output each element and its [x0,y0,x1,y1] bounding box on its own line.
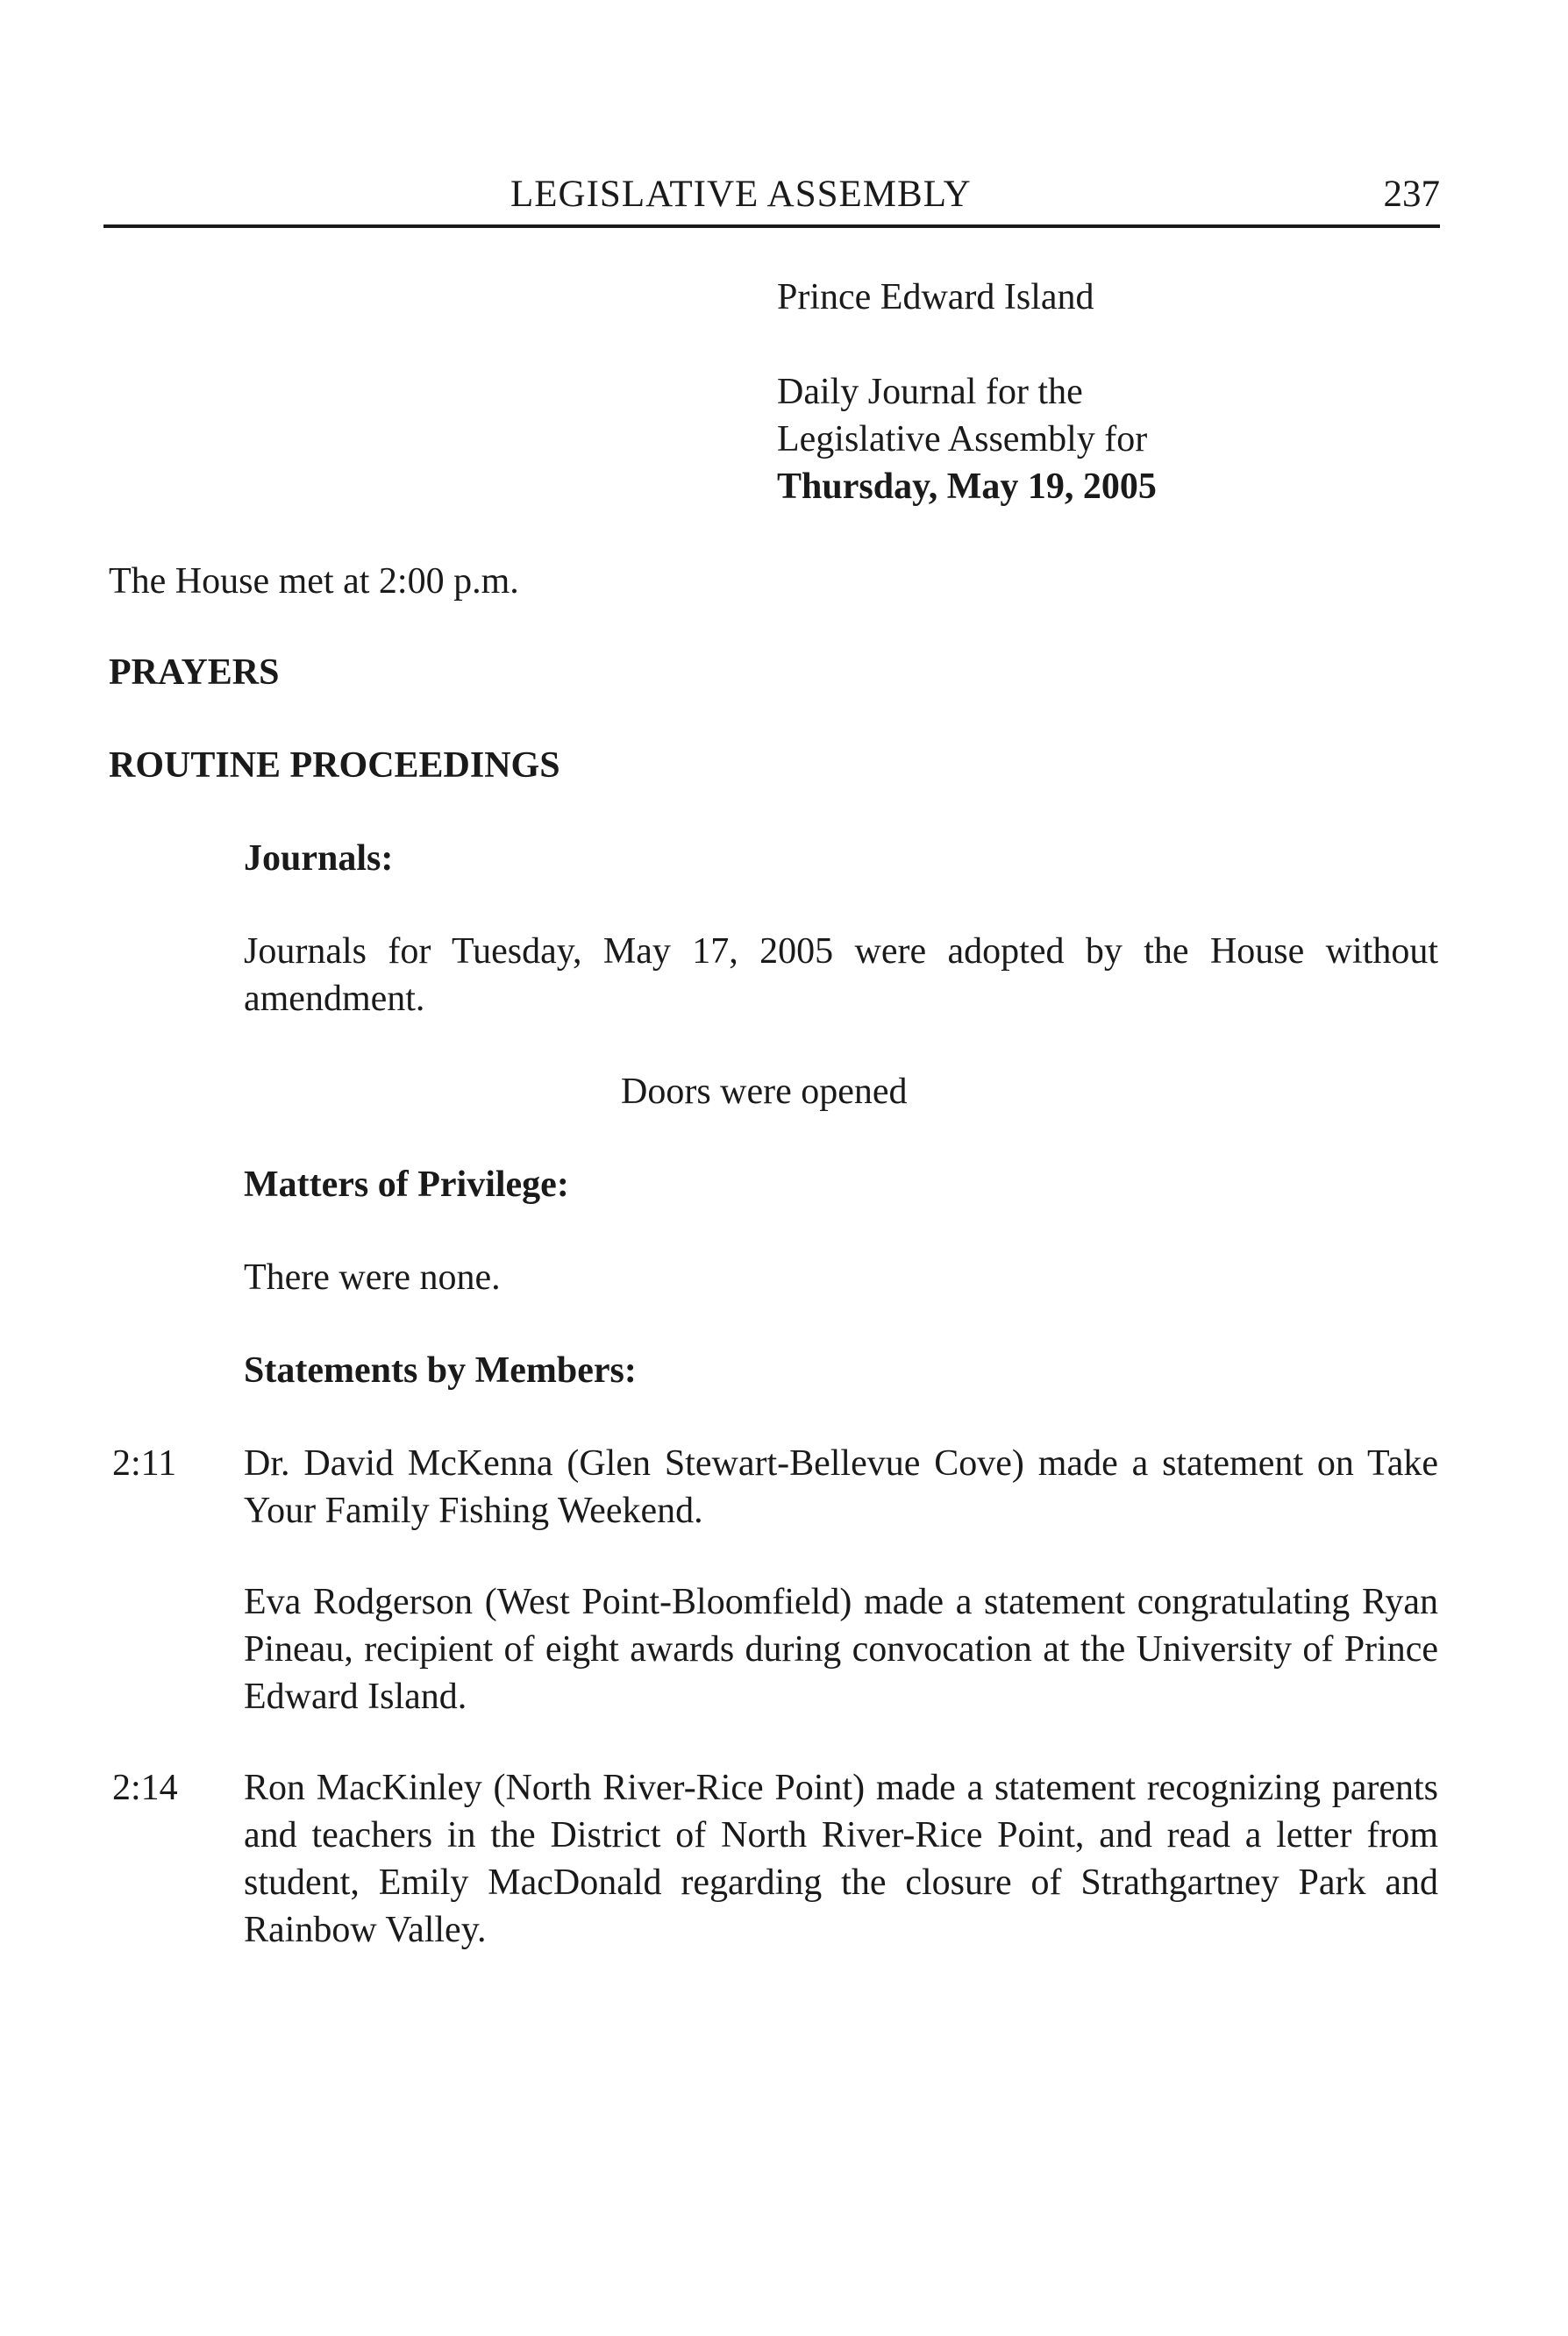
privilege-heading: Matters of Privilege: [244,1164,569,1205]
prayers-heading: PRAYERS [109,652,280,693]
page-number: 237 [1383,174,1440,215]
statement-text: Ron MacKinley (North River-Rice Point) made a statement recognizing parents and teachers in the District of North River-Rice Point, and read a letter from student, Emily MacDonald regarding the closure of Strathgartney Park and Rainbow Valley. [244,1768,1438,1950]
province-name: Prince Edward Island [777,277,1094,317]
statement-text: Eva Rodgerson (West Point-Bloomfield) made a statement congratulating Ryan Pineau, recipient of eight awards during convocation at the University of Prince Edward Island. [244,1582,1438,1717]
page-header [103,172,1440,228]
statements-heading: Statements by Members: [244,1350,637,1391]
journal-title-line1: Daily Journal for the [777,372,1083,412]
statement-time: 2:14 [112,1768,178,1808]
journals-text: Journals for Tuesday, May 17, 2005 were adopted by the House without amendment. [244,931,1438,1019]
journal-title-line2: Legislative Assembly for [777,419,1148,459]
doors-opened: Doors were opened [621,1072,908,1112]
opening-line: The House met at 2:00 p.m. [109,561,519,602]
header-title: LEGISLATIVE ASSEMBLY [510,174,972,215]
statement-text: Dr. David McKenna (Glen Stewart-Bellevue Cove) made a statement on Take Your Family Fishing Weekend. [244,1443,1438,1531]
privilege-text: There were none. [244,1257,501,1298]
statement-time: 2:11 [112,1443,177,1484]
routine-proceedings-heading: ROUTINE PROCEEDINGS [109,745,560,786]
journals-heading: Journals: [244,838,394,879]
journal-date: Thursday, May 19, 2005 [777,466,1157,507]
